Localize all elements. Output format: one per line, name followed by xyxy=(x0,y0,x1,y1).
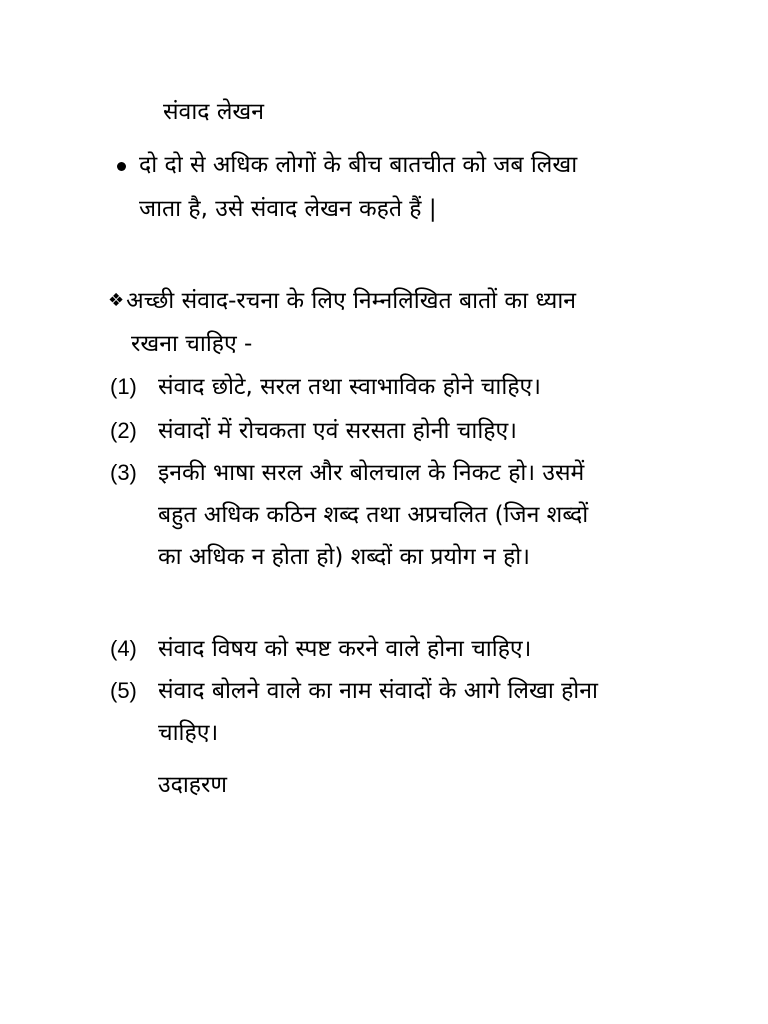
point-number-4: (4) xyxy=(110,636,137,661)
definition-line-1: दो दो से अधिक लोगों के बीच बातचीत को जब लिखा xyxy=(139,152,578,178)
point-number-3: (3) xyxy=(110,460,137,485)
point-number-5: (5) xyxy=(110,678,137,703)
point-5-line-1: संवाद बोलने वाले का नाम संवादों के आगे लिखा होना xyxy=(158,678,598,704)
point-1-line-1: संवाद छोटे, सरल तथा स्वाभाविक होने चाहिए। xyxy=(158,374,541,400)
point-number-2: (2) xyxy=(110,418,137,443)
page-title: संवाद लेखन xyxy=(163,99,264,125)
diamond-bullet-icon: ❖ xyxy=(108,290,125,311)
example-heading: उदाहरण xyxy=(158,772,228,798)
point-3-line-2: बहुत अधिक कठिन शब्द तथा अप्रचलित (जिन शब्दों xyxy=(158,502,589,528)
bullet-dot-icon xyxy=(117,162,126,171)
point-4-line-1: संवाद विषय को स्पष्ट करने वाले होना चाहिए। xyxy=(158,636,532,662)
point-3-line-3: का अधिक न होता हो) शब्दों का प्रयोग न हो। xyxy=(158,544,530,570)
point-number-1: (1) xyxy=(110,374,137,399)
intro-line-2: रखना चाहिए - xyxy=(131,331,253,357)
definition-line-2: जाता है, उसे संवाद लेखन कहते हैं | xyxy=(139,196,437,222)
intro-line-1 xyxy=(108,286,576,316)
point-5-line-2: चाहिए। xyxy=(158,720,219,746)
point-3-line-1: इनकी भाषा सरल और बोलचाल के निकट हो। उसमें xyxy=(158,460,585,486)
point-2-line-1: संवादों में रोचकता एवं सरसता होनी चाहिए। xyxy=(158,418,517,444)
intro-text: अच्छी संवाद-रचना के लिए निम्नलिखित बातों का ध्यान xyxy=(126,288,577,314)
